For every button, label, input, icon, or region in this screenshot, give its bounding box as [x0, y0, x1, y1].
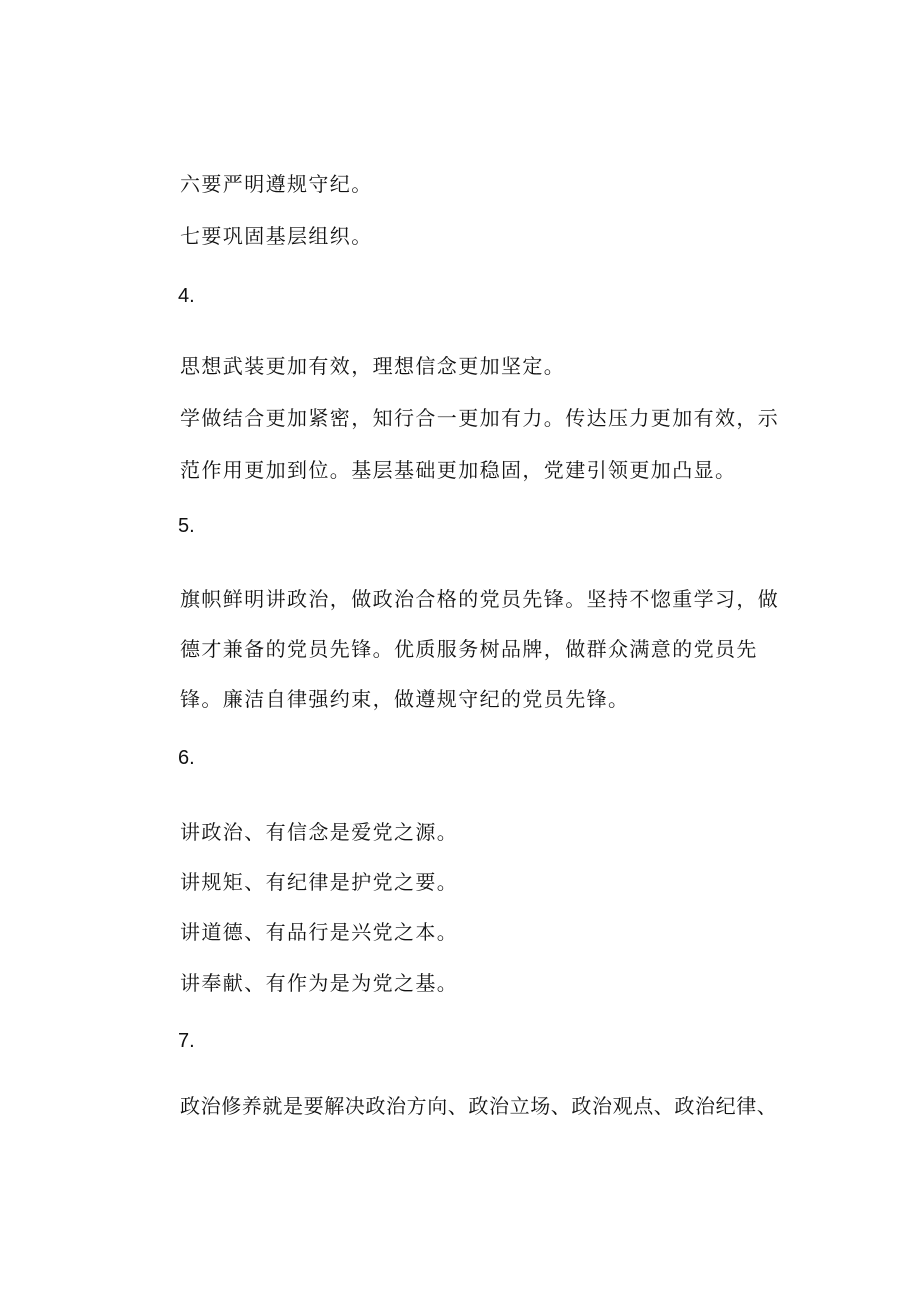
text-line-11: 讲道德、有品行是兴党之本。 [180, 920, 459, 944]
text-line-10: 讲规矩、有纪律是护党之要。 [180, 870, 459, 894]
section-number-7: 7. [178, 1030, 195, 1052]
text-line-4: 学做结合更加紧密，知行合一更加有力。传达压力更加有效，示 [180, 406, 780, 430]
text-line-6: 旗帜鲜明讲政治，做政治合格的党员先锋。坚持不惚重学习，做 [180, 587, 780, 611]
text-line-2: 七要巩固基层组织。 [180, 224, 373, 248]
text-line-9: 讲政治、有信念是爱党之源。 [180, 820, 459, 844]
text-line-8: 锋。廉洁自律强约束，做遵规守纪的党员先锋。 [180, 687, 630, 711]
text-line-12: 讲奉献、有作为是为党之基。 [180, 971, 459, 995]
section-number-6: 6. [178, 747, 195, 769]
section-number-4: 4. [178, 285, 195, 307]
text-line-1: 六要严明遵规守纪。 [180, 172, 373, 196]
section-number-5: 5. [178, 515, 195, 537]
text-line-5: 范作用更加到位。基层基础更加稳固，党建引领更加凸显。 [180, 458, 737, 482]
text-line-3: 思想武装更加有效，理想信念更加坚定。 [180, 354, 566, 378]
text-line-13: 政治修养就是要解决政治方向、政治立场、政治观点、政治纪律、 [180, 1094, 778, 1118]
text-line-7: 德才兼备的党员先锋。优质服务树品牌，做群众满意的党员先 [180, 637, 758, 661]
